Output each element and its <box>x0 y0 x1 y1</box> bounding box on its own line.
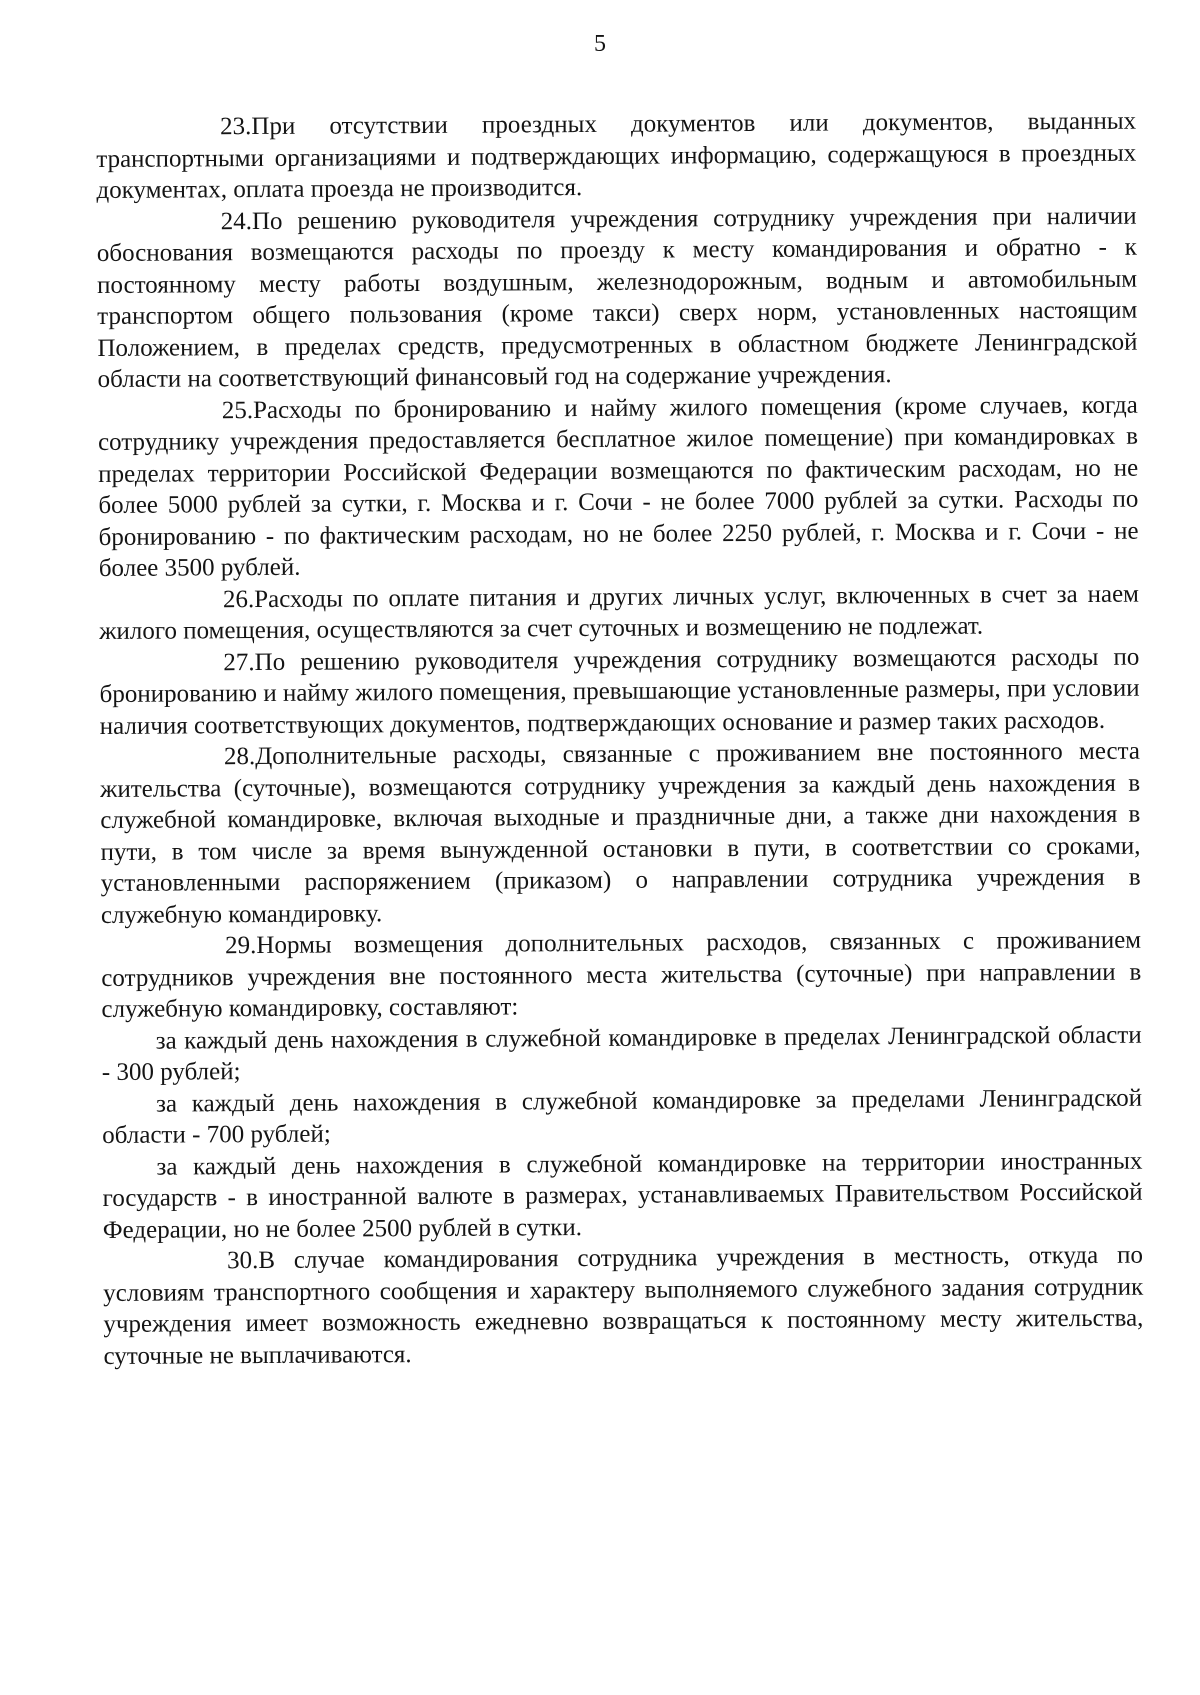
document-body <box>96 106 1144 1372</box>
paragraph-text: Расходы по оплате питания и других личных услуг, включенных в счет за наем жилого помещения, осуществляются за счет суточных и возмещению не подлежат. <box>99 580 1140 645</box>
paragraph-number: 26. <box>222 585 255 613</box>
paragraph-text: В случае командирования сотрудника учреждения в местность, откуда по условиям транспортного сообщения и характеру выполняемого служебного задания сотрудник учреждения имеет возможность ежедневно возвращаться к постоянному месту жительства, суточные не выплачиваются. <box>103 1241 1144 1370</box>
paragraph-text: По решению руководителя учреждения сотруднику учреждения при наличии обоснования возмещаются расходы по проезду к месту командирования и обратно - к постоянному месту работы воздушным, железнодорожным, водным и автомобильным транспортом общего пользования (кроме такси) сверх норм, установленных настоящим Положением, в пределах средств, предусмотренных в областном бюджете Ленинградской области на соответствующий финансовый год на содержание учреждения. <box>96 202 1138 393</box>
paragraph-number: 27. <box>223 648 255 676</box>
paragraph-number: 23. <box>220 113 252 141</box>
allowance-item-foreign: за каждый день нахождения в служебной командировке на территории иностранных государств - в иностранной валюте в размерах, устанавливаемых Правительством Российской Федерации, но не более 2500 рублей в сутки. <box>102 1147 1143 1244</box>
page-number: 5 <box>594 31 606 57</box>
paragraph-25 <box>98 389 1139 584</box>
paragraph-text: При отсутствии проездных документов или документов, выданных транспортными организациями и подтверждающих информацию, содержащуюся в проездных документах, оплата проезда не производится. <box>96 107 1137 204</box>
allowance-item-leningrad-region: за каждый день нахождения в служебной командировке в пределах Ленинградской области - 300 рублей; <box>101 1021 1142 1086</box>
paragraph-27 <box>99 641 1140 742</box>
paragraph-28 <box>100 736 1141 931</box>
paragraph-30 <box>103 1240 1144 1372</box>
paragraph-text: По решению руководителя учреждения сотруднику возмещаются расходы по бронированию и найму жилого помещения, превышающие установленные размеры, при условии наличия соответствующих документов, подтверждающих основание и размер таких расходов. <box>99 643 1140 740</box>
paragraph-24 <box>97 200 1138 395</box>
paragraph-23 <box>96 106 1137 207</box>
paragraph-number: 24. <box>220 207 253 235</box>
paragraph-number: 29. <box>225 932 257 960</box>
paragraph-number: 30. <box>226 1247 259 1275</box>
paragraph-number: 25. <box>221 396 254 424</box>
allowance-item-outside-region: за каждый день нахождения в служебной командировке за пределами Ленинградской области - 700 рублей; <box>102 1084 1143 1149</box>
paragraph-number: 28. <box>223 743 256 771</box>
paragraph-text: Расходы по бронированию и найму жилого помещения (кроме случаев, когда сотруднику учреждения предоставляется бесплатное жилое помещение) при командировках в пределах территории Российской Федерации возмещаются по фактическим расходам, но не более 5000 рублей за сутки, г. Москва и г. Сочи - не более 7000 рублей за сутки. Расходы по бронированию - по фактическим расходам, но не более 2250 рублей, г. Москва и г. Сочи - не более 3500 рублей. <box>97 391 1139 582</box>
paragraph-text: Нормы возмещения дополнительных расходов, связанных с проживанием сотрудников учреждения вне постоянного места жительства (суточные) при направлении в служебную командировку, составляют: <box>101 926 1142 1023</box>
paragraph-26 <box>99 578 1139 647</box>
paragraph-text: Дополнительные расходы, связанные с проживанием вне постоянного места жительства (суточные), возмещаются сотруднику учреждения за каждый день нахождения в служебной командировке, включая выходные и праздничные дни, а также дни нахождения в пути, в том числе за время вынужденной остановки в пути, в соответствии со сроками, установленными распоряжением (приказом) о направлении сотрудника учреждения в служебную командировку. <box>100 737 1141 929</box>
paragraph-29 <box>101 925 1142 1026</box>
